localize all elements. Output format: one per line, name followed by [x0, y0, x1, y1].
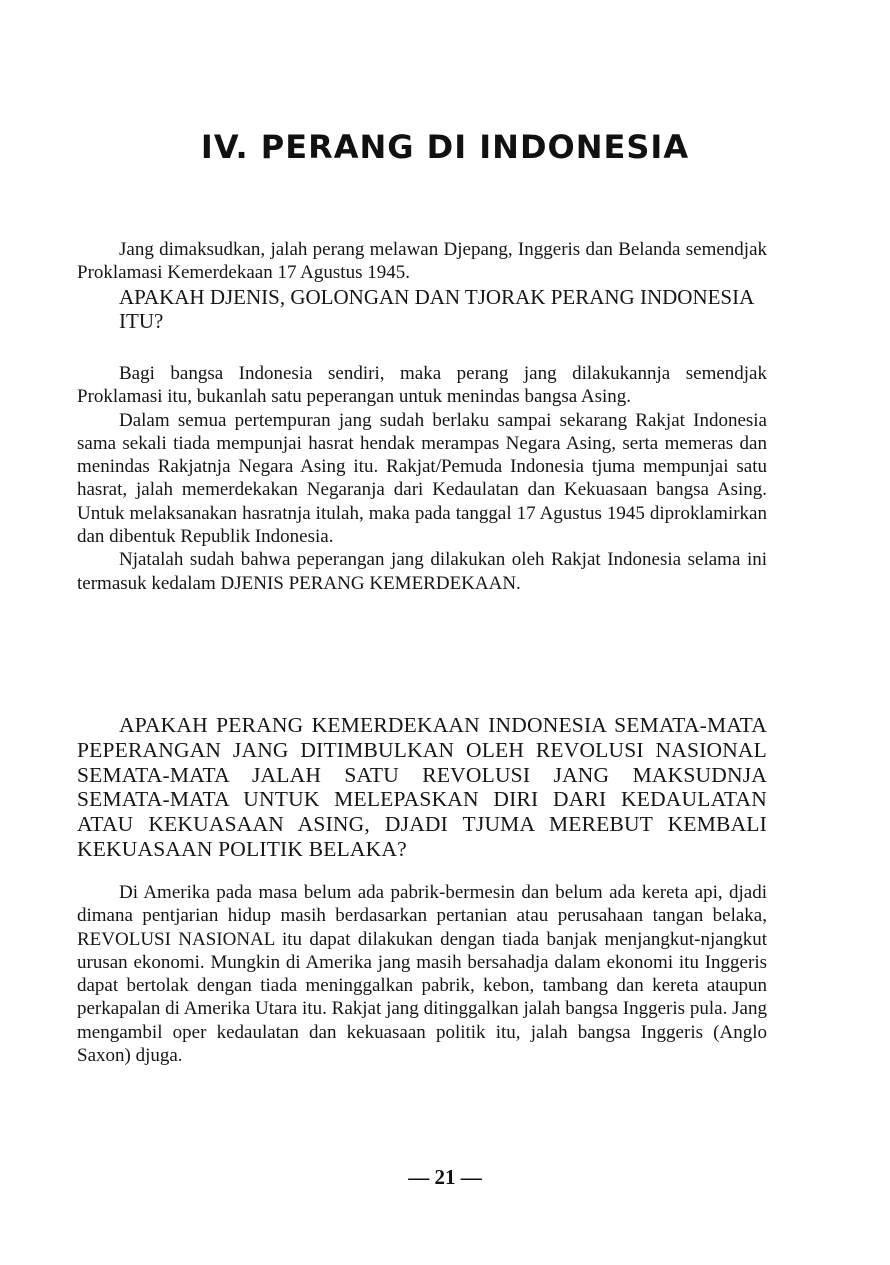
intro-paragraph: Jang dimaksudkan, jalah perang melawan Djepang, Inggeris dan Belanda semendjak Proklamasi Kemerdekaan 17 Agustus 1945.: [77, 239, 767, 284]
intro-block: [77, 238, 767, 334]
paragraph-2: Dalam semua pertempuran jang sudah berlaku sampai sekarang Rakjat Indonesia sama sekali tiada mempunjai hasrat hendak merampas Negara Asing, serta memeras dan menindas Rakjatnja Negara Asing itu. Rakjat/Pemuda Indonesia tjuma mempunjai satu hasrat, jalah memerdekakan Negaranja dari Kedaulatan dan Kekuasaan bangsa Asing. Untuk melaksanakan hasratnja itulah, maka pada tanggal 17 Agustus 1945 diproklamirkan dan dibentuk Republik Indonesia.: [77, 409, 767, 548]
question-block: [77, 713, 767, 862]
closing-block: [77, 881, 767, 1067]
main-text-block: [77, 362, 767, 595]
paragraph-3: Njatalah sudah bahwa peperangan jang dilakukan oleh Rakjat Indonesia selama ini termasuk kedalam DJENIS PERANG KEMERDEKAAN.: [77, 549, 767, 594]
page-number: — 21 —: [408, 1165, 482, 1189]
paragraph-1: Bagi bangsa Indonesia sendiri, maka perang jang dilakukannja semendjak Proklamasi itu, bukanlah satu peperangan untuk menindas bangsa Asing.: [77, 363, 767, 408]
question-paragraph: APAKAH PERANG KEMERDEKAAN INDONESIA SEMATA-MATA PEPERANGAN JANG DITIMBULKAN OLEH REVOLUSI NASIONAL SEMATA-MATA JALAH SATU REVOLUSI JANG MAKSUDNJA SEMATA-MATA UNTUK MELEPASKAN DIRI DARI KEDAULATAN ATAU KEKUASAAN ASING, DJADI TJUMA MEREBUT KEMBALI KEKUASAAN POLITIK BELAKA?: [77, 713, 767, 861]
intro-question: APAKAH DJENIS, GOLONGAN DAN TJORAK PERANG INDONESIA ITU?: [119, 284, 754, 334]
paragraph-4: Di Amerika pada masa belum ada pabrik-bermesin dan belum ada kereta api, djadi dimana pentjarian hidup masih berdasarkan pertanian atau perusahaan tangan belaka, REVOLUSI NASIONAL itu dapat dilakukan dengan tiada banjak menjangkut-njangkut urusan ekonomi. Mungkin di Amerika jang masih bersahadja dalam ekonomi itu Inggeris dapat bertolak dengan tiada meninggalkan pabrik, kebon, tambang dan kereta ataupun perkapalan di Amerika Utara itu. Rakjat jang ditinggalkan jalah bangsa Inggeris pula. Jang mengambil oper kedaulatan dan kekuasaan politik itu, jalah bangsa Inggeris (Anglo Saxon) djuga.: [77, 882, 767, 1067]
chapter-title: IV. PERANG DI INDONESIA: [200, 128, 690, 166]
